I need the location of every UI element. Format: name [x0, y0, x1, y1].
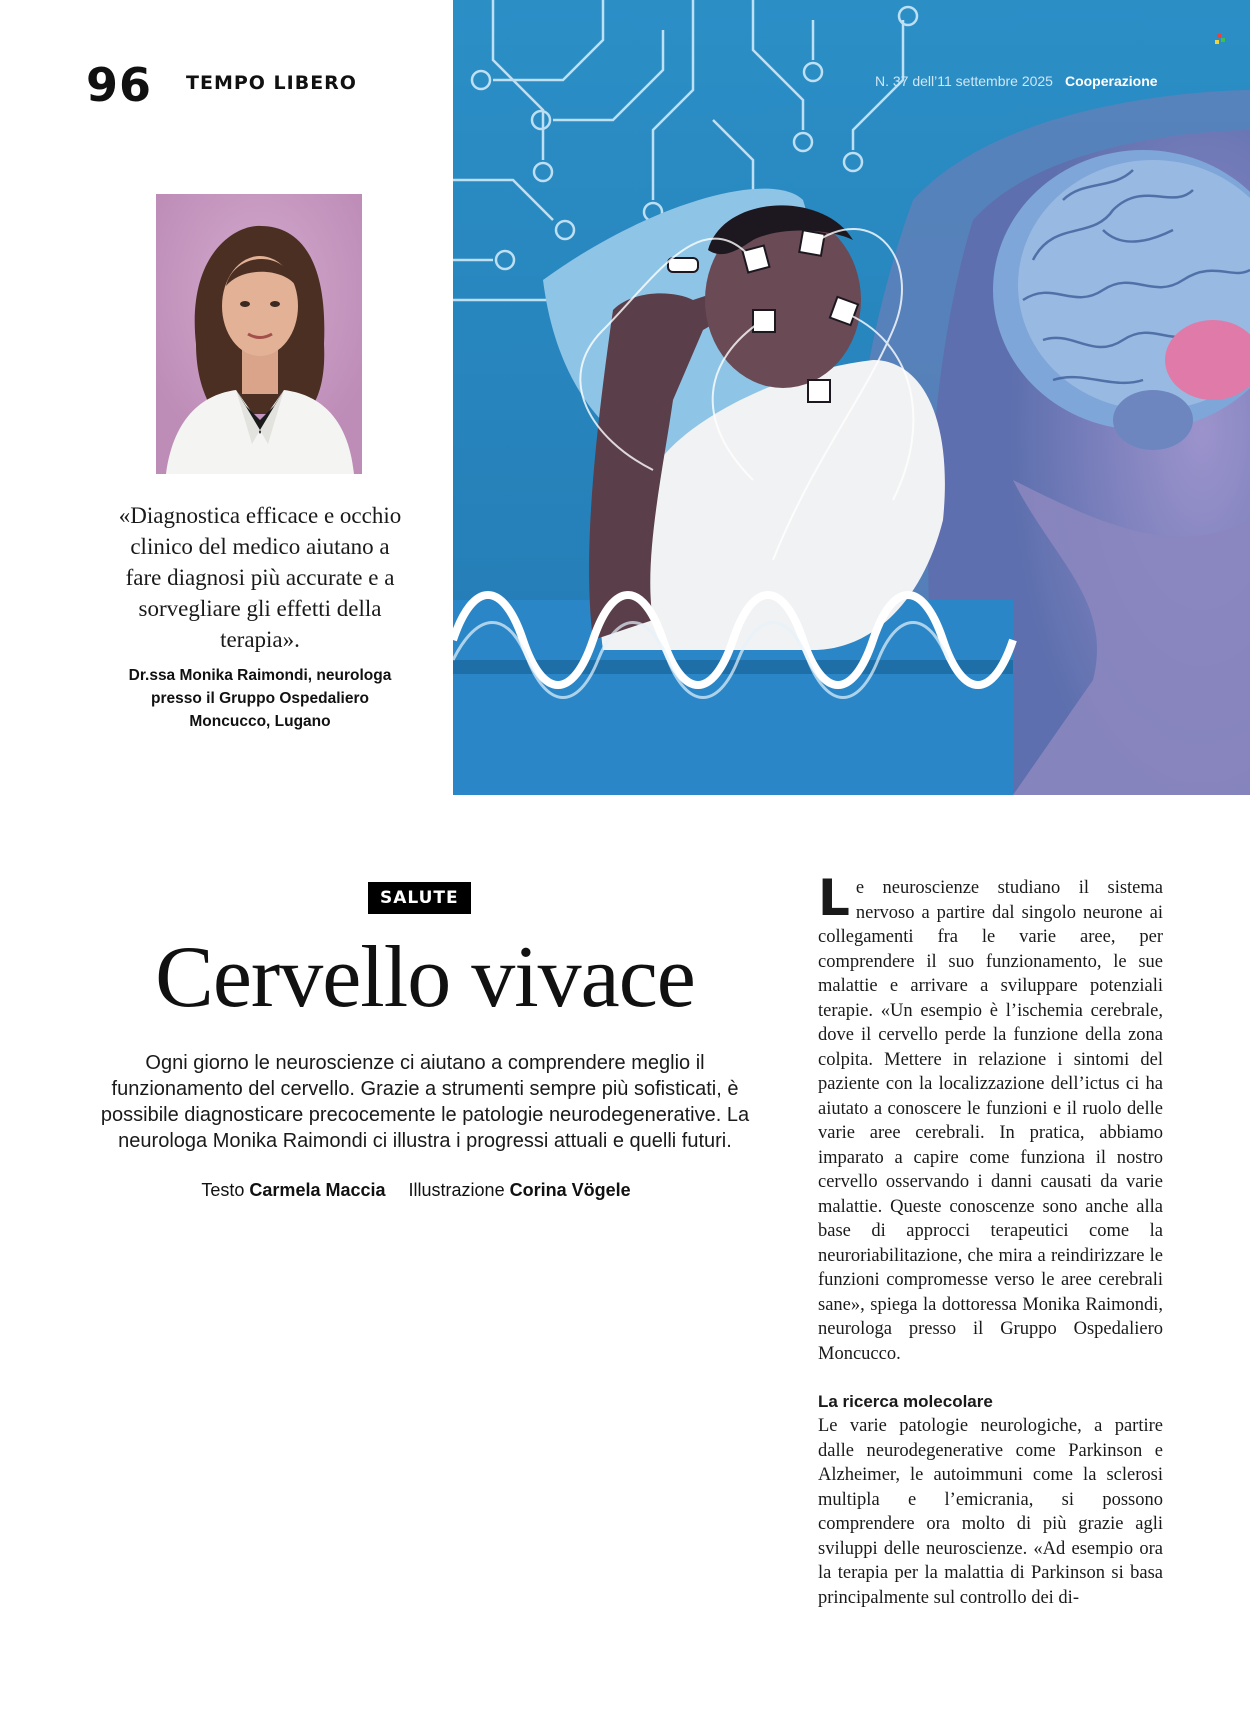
- text-credit-author: Carmela Maccia: [249, 1180, 386, 1200]
- section-label: TEMPO LIBERO: [186, 72, 357, 94]
- issue-date: N. 37 dell’11 settembre 2025: [875, 73, 1053, 89]
- body-paragraph-1: [818, 869, 1163, 1366]
- body-paragraph-1-text: e neuroscienze studiano il sistema nervoso a partire dal singolo neurone ai collegamenti fra le varie aree, per comprendere il suo funzionamento, le sue malattie e arrivare a sviluppare potenziali terapie. «Un esempio è l’ischemia cerebrale, dove il cervello perde la funzione della zona colpita. Mettere in relazione i sintomi del paziente con la localizzazione dell’ictus ci ha aiutato a conoscere le funzioni e il ruolo delle varie aree cerebrali. In pratica, abbiamo imparato a capire come funziona il nostro cervello osservando i danni causati da varie malattie. Queste conoscenze sono anche alla base di approcci terapeutici come la neuroriabilitazione, che mira a reindirizzare le funzioni compromesse verso le aree cerebrali sane», spiega la dottoressa Monika Raimondi, neurologa presso il Gruppo Ospedaliero Moncucco.: [818, 878, 1163, 1364]
- article-lead: Ogni giorno le neuroscienze ci aiutano a comprendere meglio il funzionamento del cervello. Grazie a strumenti sempre più sofisticati, è possibile diagnosticare precocemente le patologie neurodegenerative. La neurologa Monika Raimondi ci illustra i progressi attuali e quelli futuri.: [100, 1052, 750, 1152]
- portrait-image: [156, 194, 362, 474]
- illustration-image: [453, 0, 1250, 795]
- illustration-credit-author: Corina Vögele: [509, 1180, 631, 1200]
- quote-attribution: Dr.ssa Monika Raimondi, neurologa presso il Gruppo Ospedaliero Moncucco, Lugano: [128, 667, 392, 730]
- illustration-credit-label: Illustrazione: [408, 1180, 505, 1200]
- article-body: [818, 869, 1163, 1610]
- publication-name: Cooperazione: [1064, 73, 1158, 89]
- hero-illustration: [453, 0, 1250, 795]
- portrait-photo: [156, 194, 362, 474]
- page-number: 96: [86, 58, 153, 112]
- article-credits: [80, 1180, 770, 1201]
- category-badge: SALUTE: [368, 882, 471, 914]
- pull-quote: «Diagnostica efficace e occhio clinico del medico aiutano a fare diagnosi più accurate e a sorvegliare gli effetti della terapia».: [118, 503, 402, 652]
- article-title: Cervello vivace: [155, 929, 695, 1026]
- text-credit-label: Testo: [201, 1180, 245, 1200]
- body-subheading: La ricerca molecolare: [818, 1392, 993, 1411]
- drop-cap: L: [818, 869, 850, 927]
- body-paragraph-2: Le varie patologie neurologiche, a partire dalle neurodegenerative come Parkinson e Alzheimer, le autoimmuni come la sclerosi multipla e l’emicrania, si possono comprendere ora molto di più grazie agli sviluppi delle neuroscienze. «Ad esempio ora la terapia per la malattia di Parkinson si basa principalmente sul controllo dei di-: [818, 1416, 1163, 1608]
- issue-info: [875, 73, 1158, 89]
